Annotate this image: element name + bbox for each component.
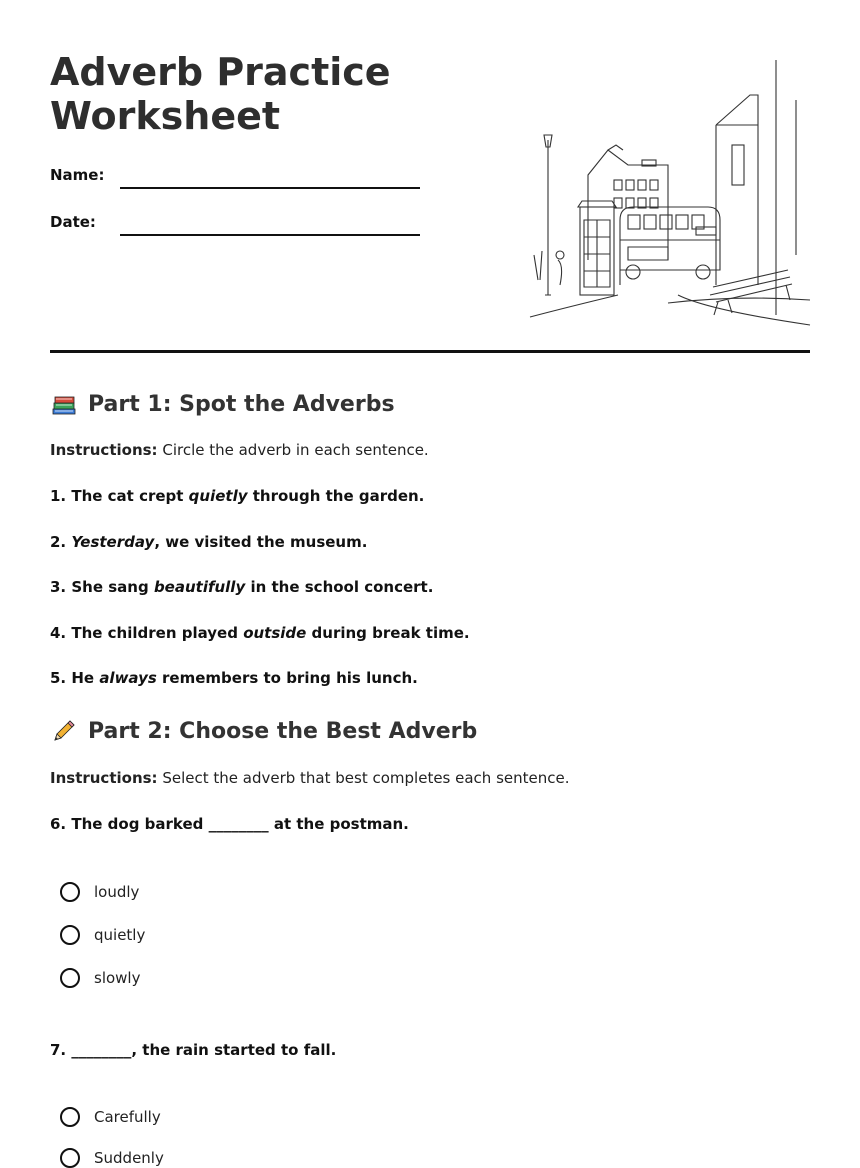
sentence-3: 3. She sang beautifully in the school concert. — [50, 578, 434, 596]
part2-heading — [50, 717, 477, 745]
sentence-4: 4. The children played outside during break time. — [50, 624, 470, 642]
option-loudly[interactable] — [60, 882, 139, 902]
adverb[interactable]: always — [99, 669, 157, 687]
instructions-text: Select the adverb that best completes each sentence. — [162, 769, 570, 787]
date-label: Date: — [50, 213, 96, 231]
part1-instructions — [50, 441, 429, 459]
part1-title: Part 1: Spot the Adverbs — [88, 391, 395, 417]
date-field[interactable] — [120, 234, 420, 236]
radio-button[interactable] — [60, 925, 80, 945]
books-icon — [50, 390, 78, 418]
radio-button[interactable] — [60, 968, 80, 988]
question-7: 7. ________, the rain started to fall. — [50, 1041, 337, 1059]
adverb[interactable]: quietly — [188, 487, 248, 505]
part2-instructions — [50, 769, 570, 787]
option-label: Suddenly — [94, 1149, 164, 1167]
option-label: slowly — [94, 969, 141, 987]
instructions-text: Circle the adverb in each sentence. — [162, 441, 429, 459]
sentence-2: 2. Yesterday, we visited the museum. — [50, 533, 368, 551]
sentence-1: 1. The cat crept quietly through the garden. — [50, 487, 425, 505]
option-suddenly[interactable] — [60, 1148, 164, 1168]
adverb[interactable]: outside — [243, 624, 307, 642]
radio-button[interactable] — [60, 882, 80, 902]
option-quietly[interactable] — [60, 925, 145, 945]
adverb[interactable]: beautifully — [153, 578, 246, 596]
adverb[interactable]: Yesterday — [71, 533, 155, 551]
part2-title: Part 2: Choose the Best Adverb — [88, 718, 478, 744]
divider — [50, 350, 810, 353]
name-label: Name: — [50, 166, 105, 184]
sentence-5: 5. He always remembers to bring his lunch. — [50, 669, 418, 687]
instructions-label: Instructions: — [50, 441, 158, 459]
radio-button[interactable] — [60, 1107, 80, 1127]
option-carefully[interactable] — [60, 1107, 161, 1127]
name-field[interactable] — [120, 187, 420, 189]
option-label: Carefully — [94, 1108, 161, 1126]
question-6: 6. The dog barked ________ at the postman. — [50, 815, 409, 833]
radio-button[interactable] — [60, 1148, 80, 1168]
part1-heading — [50, 390, 395, 418]
option-label: loudly — [94, 883, 140, 901]
option-label: quietly — [94, 926, 146, 944]
pencil-icon — [50, 717, 78, 745]
city-street-illustration — [528, 55, 812, 330]
option-slowly[interactable] — [60, 968, 140, 988]
worksheet-title: Adverb Practice Worksheet — [50, 50, 391, 138]
instructions-label: Instructions: — [50, 769, 158, 787]
